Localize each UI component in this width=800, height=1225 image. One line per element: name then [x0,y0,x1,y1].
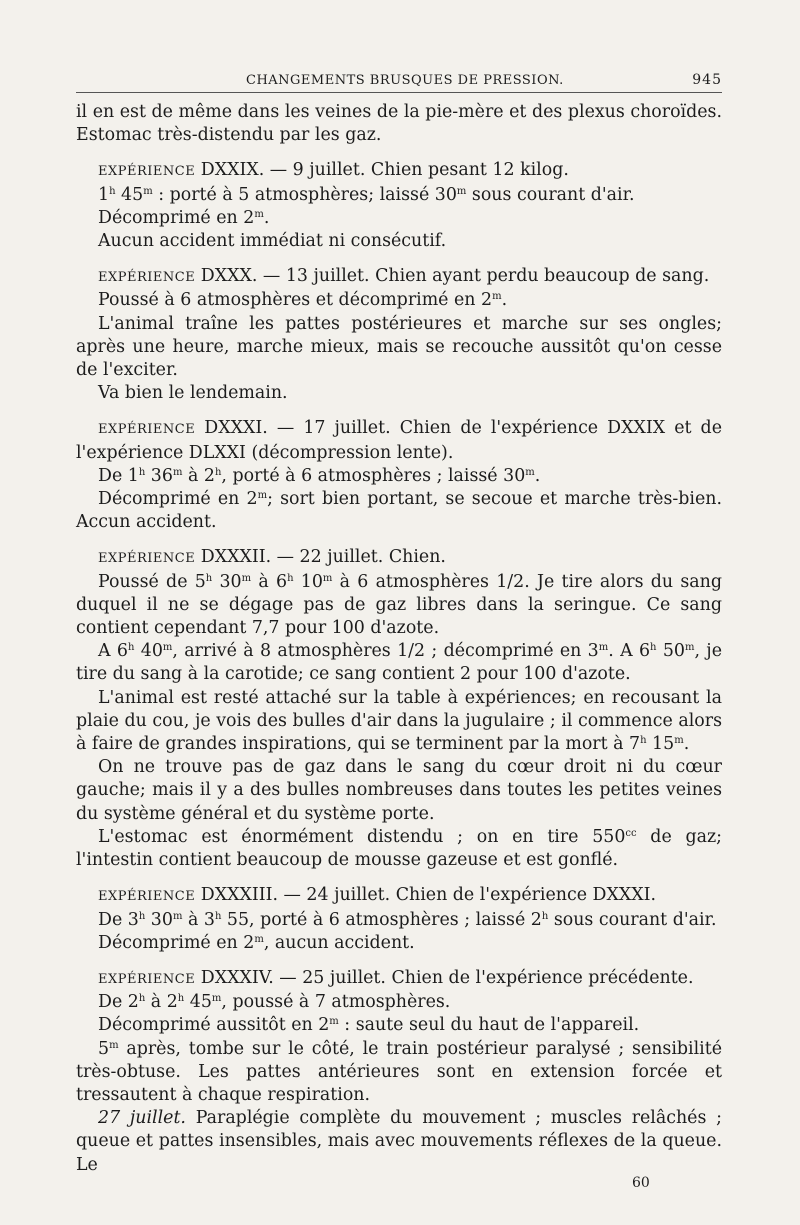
running-title: CHANGEMENTS BRUSQUES DE PRESSION. [246,73,564,88]
paragraph: De 1$^h$ 36$^m$ à 2$^h$, porté à 6 atmosphères ; laissé 30$^m$. [98,465,541,486]
experiment-heading [76,159,722,183]
experiment-heading [76,967,722,991]
experiment-number: DXXXII. [200,547,272,568]
experiment-heading [76,884,722,908]
paragraph: L'estomac est énormément distendu ; on en tire $550^{cc}$ de gaz; l'intestin contient beaucoup de mousse gazeuse et est gonflé. [76,826,722,871]
paragraph: 5$^m$ après, tombe sur le côté, le train postérieur paralysé ; sensibilité très-obtuse. Les pattes antérieures sont en extension forcée et tressautent à chaque respiration. [76,1038,722,1105]
paragraph: A 6$^h$ 40$^m$, arrivé à 8 atmosphères 1/2 ; décomprimé en 3$^m$. A 6$^h$ 50$^m$, je tire du sang à la carotide; ce sang contient 2 pour 100 d'azote. [76,641,722,685]
page-number: 945 [692,72,722,88]
experiment-number: DXXXI. [204,418,268,439]
paragraph: L'animal est resté attaché sur la table à expériences; en recousant la plaie du cou, je vois des bulles d'air dans la jugulaire ; il commence alors à faire de grandes inspirations, qui se terminent par la mort à 7$^h$ 15$^m$. [76,687,722,755]
paragraph: Poussé de 5$^h$ 30$^m$ à 6$^h$ 10$^m$ à 6 atmosphères 1/2. Je tire alors du sang duquel il ne se dégage pas de gaz libres dans la seringue. Ce sang contient cependant 7,7 pour 100 d'azote. [76,571,722,639]
signature-mark: 60 [632,1175,650,1191]
paragraph: On ne trouve pas de gaz dans le sang du cœur droit ni du cœur gauche; mais il y a des bulles nombreuses dans toutes les petites veines du système général et du système porte. [76,757,722,824]
paragraph: Va bien le lendemain. [98,383,288,404]
paragraph: L'animal traîne les pattes postérieures et marche sur ses ongles; après une heure, marche mieux, mais se recouche aussitôt qu'on cesse de l'exciter. [76,313,722,381]
experiment-title: — 13 juillet. Chien ayant perdu beaucoup de sang. [257,266,710,287]
paragraph: Poussé à 6 atmosphères et décomprimé en 2$^m$. [98,290,508,311]
experiment-label: EXPÉRIENCE [98,422,196,438]
paragraph [76,1107,722,1177]
paragraph: De 3$^h$ 30$^m$ à 3$^h$ 55, porté à 6 atmosphères ; laissé 2$^h$ sous courant d'air. [98,909,717,930]
paragraph: De 2$^h$ à 2$^h$ 45$^m$, poussé à 7 atmosphères. [98,992,451,1013]
document-page [76,72,722,1177]
experiment-title: — 22 juillet. Chien. [271,547,446,568]
experiment-heading [76,265,722,289]
experiment-label: EXPÉRIENCE [98,889,196,905]
experiment-heading [76,417,722,464]
experiment-label: EXPÉRIENCE [98,164,196,180]
paragraph: 1$^h$ 45$^m$ : porté à 5 atmosphères; laissé 30$^m$ sous courant d'air. [98,184,635,205]
paragraph-text: Paraplégie complète du mouvement ; muscles relâchés ; queue et pattes insensibles, mais avec mouvements réflexes de la queue. Le [76,1108,722,1175]
date-italic: 27 juillet. [98,1108,186,1129]
experiment-heading [76,546,722,570]
paragraph: Décomprimé en 2$^m$, aucun accident. [98,932,415,953]
paragraph: Décomprimé aussitôt en 2$^m$ : saute seul du haut de l'appareil. [98,1015,640,1036]
experiment-title: — 25 juillet. Chien de l'expérience précédente. [273,967,694,988]
experiment-title: — 24 juillet. Chien de l'expérience DXXXI. [277,885,657,906]
paragraph: Décomprimé en 2$^m$. [98,207,270,228]
paragraph: Décomprimé en 2$^m$; sort bien portant, se secoue et marche très-bien. Accun accident. [76,489,722,533]
running-header [76,72,722,93]
experiment-number: DXXXIII. [200,885,278,906]
experiment-number: DXXX. [200,266,258,287]
experiment-title: — 9 juillet. Chien pesant 12 kilog. [264,160,569,181]
paragraph-continuation: il en est de même dans les veines de la pie-mère et des plexus choroïdes. Estomac très-distendu par les gaz. [76,102,722,146]
experiment-label: EXPÉRIENCE [98,270,196,286]
experiment-label: EXPÉRIENCE [98,971,196,987]
experiment-title: — 17 juillet. Chien de l'expérience DXXIX et de l'expérience DLXXI (décompression lente). [76,418,722,463]
experiment-number: DXXIX. [200,160,265,181]
experiment-number: DXXXIV. [200,967,274,988]
experiment-label: EXPÉRIENCE [98,551,196,567]
paragraph: Aucun accident immédiat ni consécutif. [98,231,447,252]
